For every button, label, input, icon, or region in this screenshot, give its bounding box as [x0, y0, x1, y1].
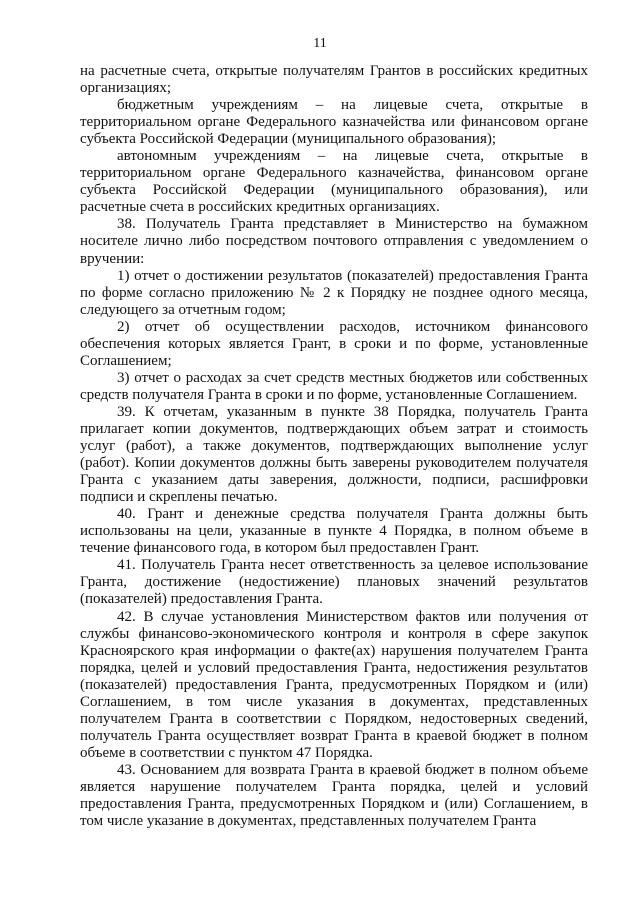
paragraph: 2) отчет об осуществлении расходов, источником финансового обеспечения которых является Грант, в сроки и по форме, установленные Соглашением; — [80, 318, 588, 369]
paragraph: 41. Получатель Гранта несет ответственность за целевое использование Гранта, достижение (недостижение) плановых значений результатов (показателей) предоставления Гранта. — [80, 557, 588, 608]
paragraph: 42. В случае установления Министерством фактов или получения от службы финансово-экономического контроля и контроля в сфере закупок Красноярского края информации о факте(ах) нарушения получателем Гранта порядка, целей и условий предоставления Гранта, недостижения результатов (показателей) предоставления Гранта, предусмотренных Порядком и (или) Соглашением, в том числе указания в документах, представленных получателем Гранта в соответствии с Порядком, недостоверных сведений, получатель Гранта осуществляет возврат Гранта в краевой бюджет в полном объеме в соответствии с пунктом 47 Порядка. — [80, 608, 588, 761]
paragraph: автономным учреждениям – на лицевые счета, открытые в территориальном органе Федерального казначейства, финансовом органе субъекта Российской Федерации (муниципального образования), или расчетные счета в российских кредитных организациях. — [80, 148, 588, 216]
paragraph: 43. Основанием для возврата Гранта в краевой бюджет в полном объеме является нарушение получателем Гранта порядка, целей и условий предоставления Гранта, предусмотренных Порядком и (или) Соглашением, в том числе указание в документах, представленных получателем Гранта — [80, 761, 588, 830]
page-number: 11 — [313, 36, 327, 51]
paragraph: бюджетным учреждениям – на лицевые счета, открытые в территориальном органе Федерального казначейства или финансовом органе субъекта Российской Федерации (муниципального образования); — [80, 97, 588, 148]
paragraph: 39. К отчетам, указанным в пункте 38 Порядка, получатель Гранта прилагает копии документов, подтверждающих объем затрат и стоимость услуг (работ), а также документов, подтверждающих выполнение услуг (работ). Копии документов должны быть заверены руководителем получателя Гранта с указанием даты заверения, должности, подписи, расшифровки подписи и скреплены печатью. — [80, 403, 588, 506]
document-body — [80, 63, 588, 830]
paragraph: на расчетные счета, открытые получателям Грантов в российских кредитных организациях; — [80, 63, 588, 97]
paragraph: 38. Получатель Гранта представляет в Министерство на бумажном носителе лично либо посредством почтового отправления с уведомлением о вручении: — [80, 216, 588, 267]
paragraph: 40. Грант и денежные средства получателя Гранта должны быть использованы на цели, указанные в пункте 4 Порядка, в полном объеме в течение финансового года, в котором был предоставлен Грант. — [80, 506, 588, 557]
paragraph: 3) отчет о расходах за счет средств местных бюджетов или собственных средств получателя Гранта в сроки и по форме, установленные Соглашением. — [80, 369, 588, 403]
paragraph: 1) отчет о достижении результатов (показателей) предоставления Гранта по форме согласно приложению № 2 к Порядку не позднее одного месяца, следующего за отчетным годом; — [80, 267, 588, 318]
